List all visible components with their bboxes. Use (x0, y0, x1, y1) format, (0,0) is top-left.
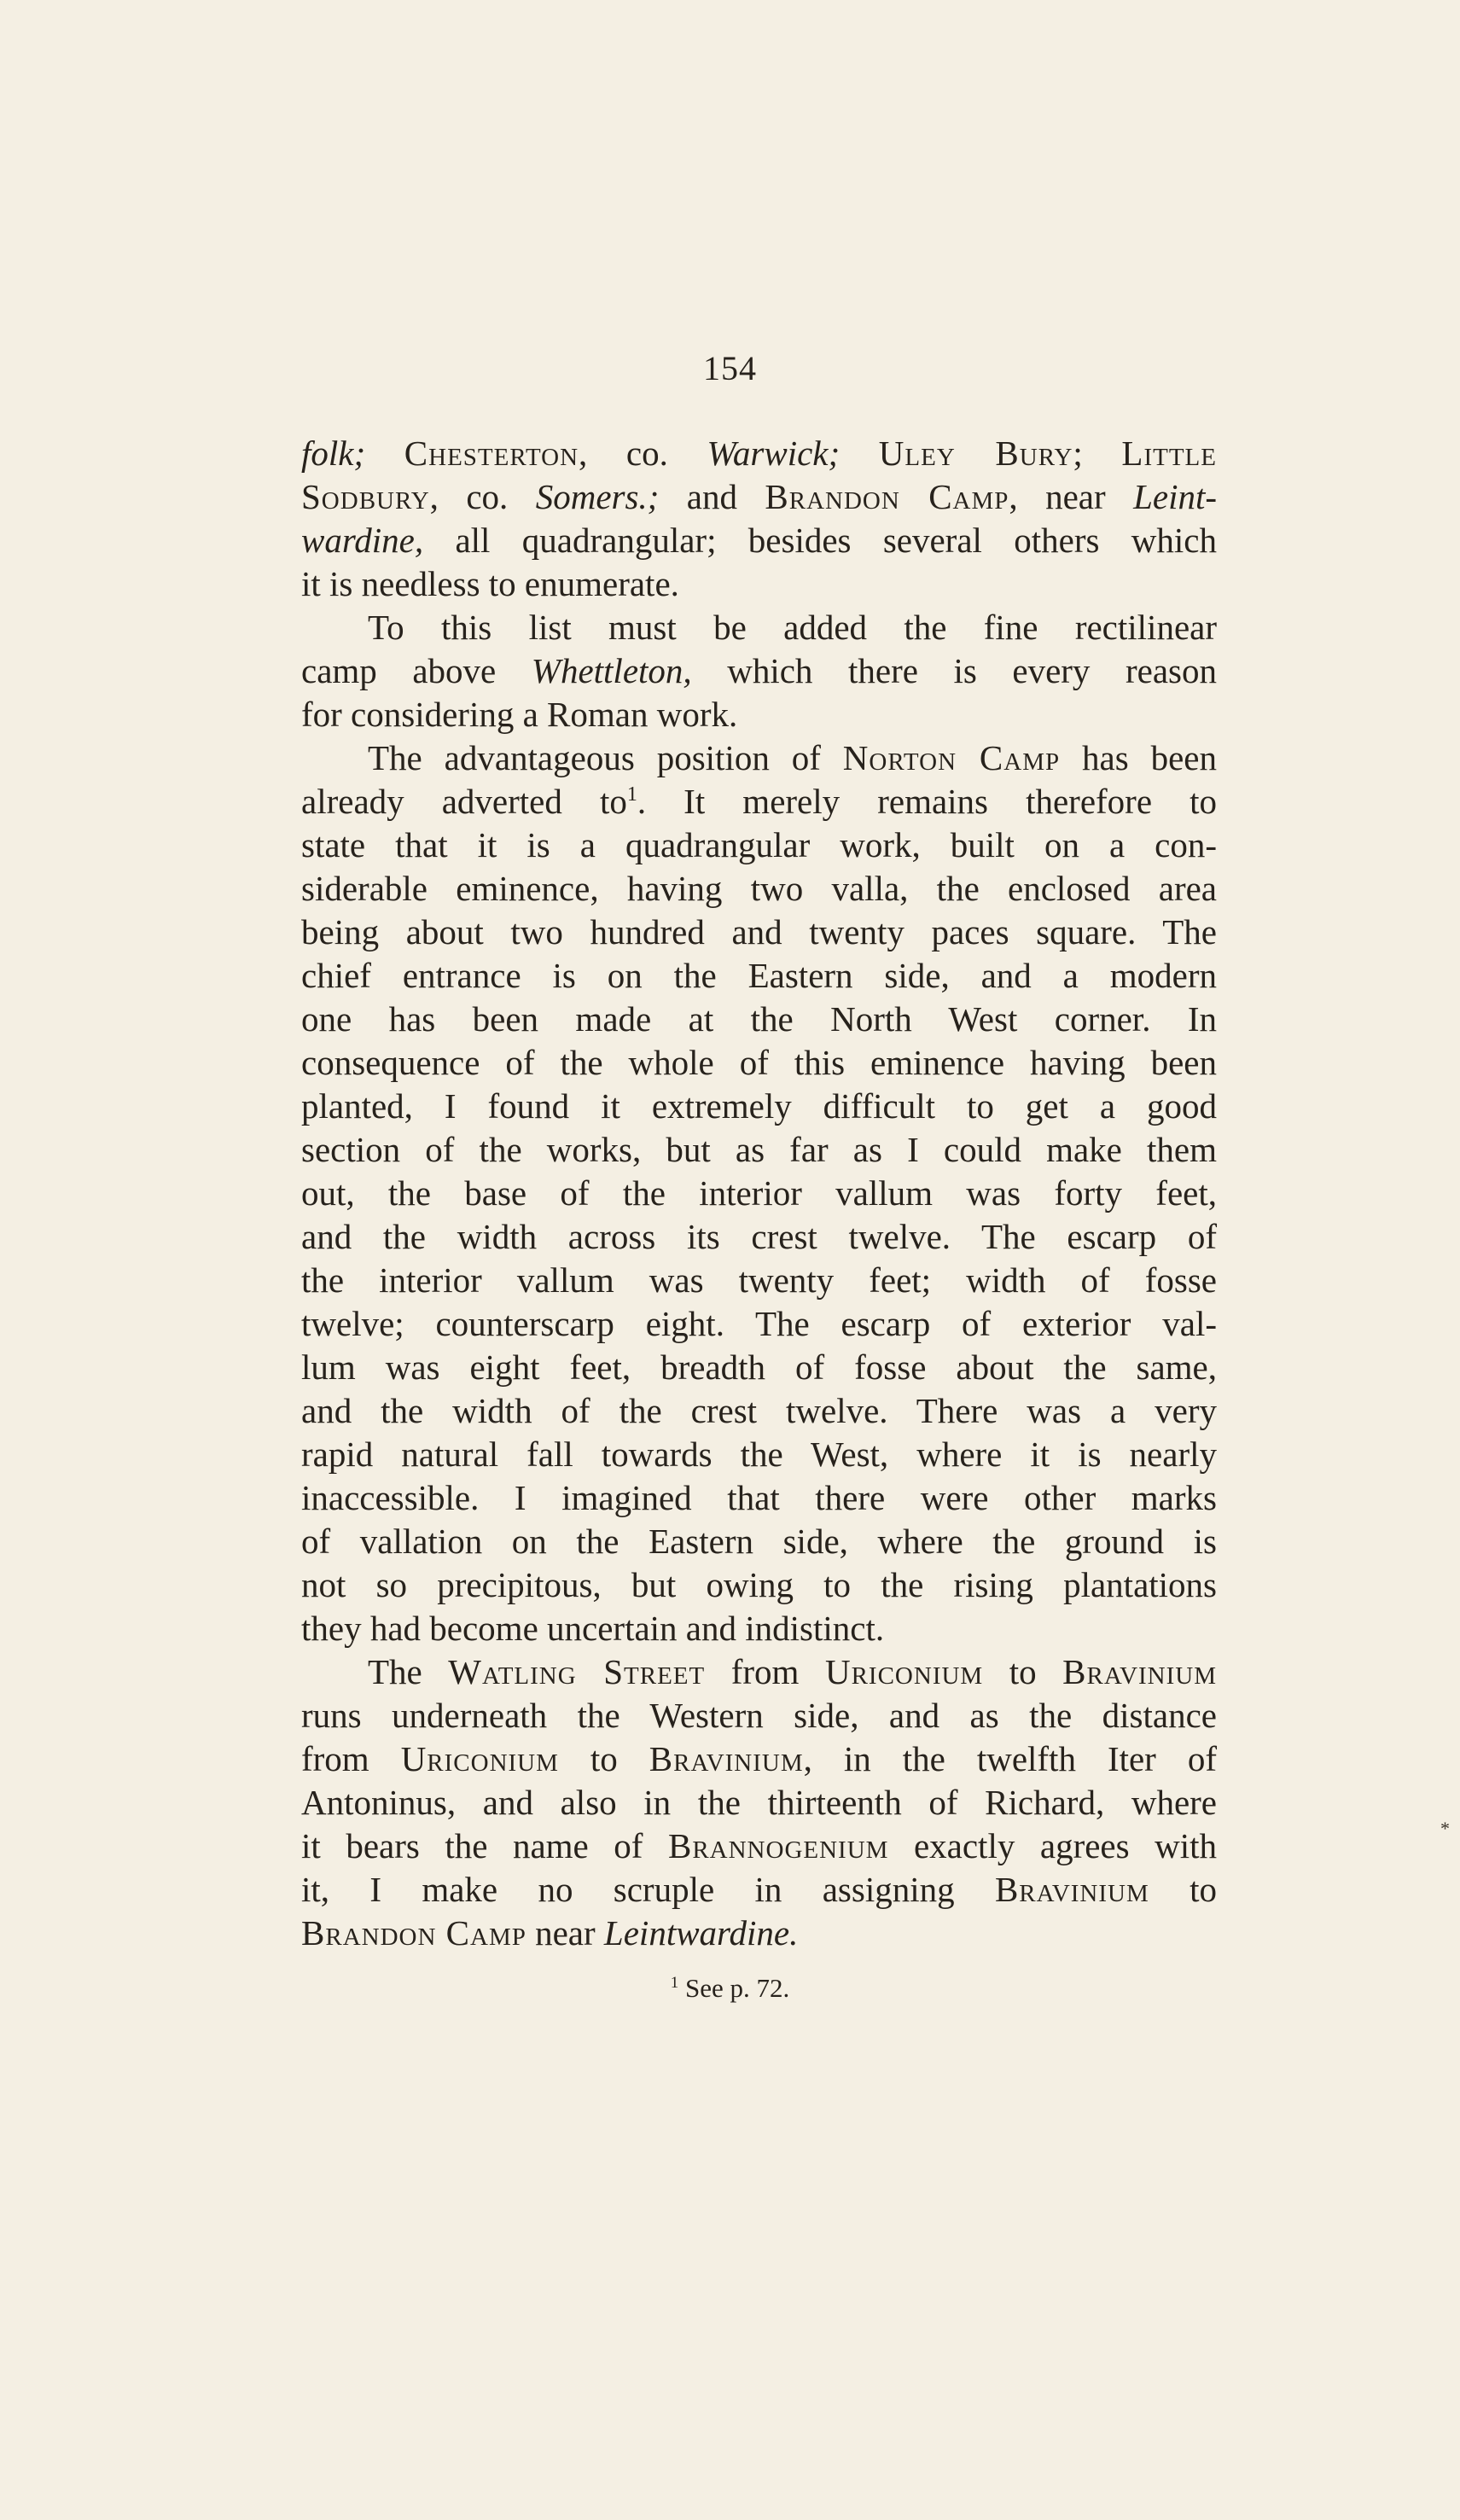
text-line (301, 911, 1217, 954)
text-run: not so precipitous, but owing to the rising plantations (301, 1565, 1217, 1604)
text-line (301, 1389, 1217, 1433)
text-line (301, 1085, 1217, 1128)
text-line (301, 1912, 1217, 1955)
text-line (301, 562, 1217, 606)
text-run: rapid natural fall towards the West, where it is nearly (301, 1435, 1217, 1474)
text-run: chief entrance is on the Eastern side, and a modern (301, 956, 1217, 995)
text-run: and the width across its crest twelve. The escarp of (301, 1217, 1217, 1256)
text-run: The (368, 1652, 449, 1691)
margin-mark: * (1440, 1818, 1450, 1839)
text-line (301, 824, 1217, 867)
text-run: of vallation on the Eastern side, where the ground is (301, 1522, 1217, 1561)
text-run: and (659, 477, 765, 516)
text-line (301, 736, 1217, 780)
text-run: , co. (429, 477, 536, 516)
text-line (301, 780, 1217, 824)
text-line (301, 1302, 1217, 1346)
small-caps-text: Norton Camp (842, 738, 1061, 777)
italic-text: Leint- (1133, 477, 1217, 516)
text-line (301, 1781, 1217, 1825)
small-caps-text: Brandon Camp (301, 1913, 526, 1953)
text-line (301, 1041, 1217, 1085)
text-run: , co. (579, 434, 707, 473)
text-line (301, 475, 1217, 519)
text-run (365, 434, 404, 473)
text-run: The advantageous position of (368, 738, 843, 777)
small-caps-text: Little (1121, 434, 1217, 473)
text-run: , in the twelfth Iter of (803, 1739, 1217, 1778)
italic-text: Whettleton, (531, 651, 692, 690)
text-run: ; (1073, 434, 1122, 473)
footnote (0, 1973, 1460, 2004)
text-run: already adverted to (301, 782, 627, 821)
text-line (301, 606, 1217, 649)
text-run: planted, I found it extremely difficult to get a good (301, 1086, 1217, 1126)
text-run: camp above (301, 651, 532, 690)
text-run: all quadrangular; besides several others which (423, 521, 1217, 560)
text-run: consequence of the whole of this eminence having been (301, 1043, 1217, 1082)
body-text (301, 432, 1217, 1955)
italic-text: Warwick; (707, 434, 841, 473)
text-line (301, 1650, 1217, 1694)
small-caps-text: Sodbury (301, 477, 430, 516)
text-run: has been (1060, 738, 1217, 777)
italic-text: folk; (301, 434, 366, 473)
page-number: 154 (703, 349, 757, 387)
small-caps-text: Uley Bury (878, 434, 1073, 473)
text-run: to (558, 1739, 649, 1778)
text-line (301, 1476, 1217, 1520)
text-run: near (526, 1913, 604, 1953)
text-run: to (1149, 1870, 1217, 1909)
text-line (301, 519, 1217, 562)
text-run: state that it is a quadrangular work, built on a con- (301, 825, 1217, 864)
small-caps-text: Chesterton (404, 434, 579, 473)
text-run: it, I make no scruple in assigning (301, 1870, 995, 1909)
small-caps-text: Brandon Camp (765, 477, 1009, 516)
small-caps-text: Bravinium (1062, 1652, 1217, 1691)
text-line (301, 1520, 1217, 1563)
text-run: from (301, 1739, 401, 1778)
text-line (301, 998, 1217, 1041)
small-caps-text: Watling Street (448, 1652, 706, 1691)
text-line (301, 693, 1217, 736)
text-run: out, the base of the interior vallum was forty feet, (301, 1173, 1217, 1213)
small-caps-text: Bravinium (649, 1739, 804, 1778)
text-run: lum was eight feet, breadth of fosse about the same, (301, 1347, 1217, 1387)
text-run: being about two hundred and twenty paces square. The (301, 912, 1217, 952)
text-run: inaccessible. I imagined that there were other marks (301, 1478, 1217, 1517)
text-line (301, 1346, 1217, 1389)
text-line (301, 1128, 1217, 1172)
small-caps-text: Brannogenium (667, 1826, 889, 1865)
text-line (301, 1259, 1217, 1302)
text-line (301, 649, 1217, 693)
text-line (301, 432, 1217, 475)
small-caps-text: Bravinium (994, 1870, 1149, 1909)
text-run: Antoninus, and also in the thirteenth of Richard, where (301, 1783, 1217, 1822)
text-run: . It merely remains therefore to (637, 782, 1218, 821)
text-run: to (983, 1652, 1063, 1691)
text-line (301, 1737, 1217, 1781)
italic-text: wardine, (301, 521, 424, 560)
text-run: To this list must be added the fine rectilinear (368, 608, 1217, 647)
text-line (301, 1215, 1217, 1259)
footnote-marker: 1 (626, 783, 637, 806)
text-line (301, 1563, 1217, 1607)
small-caps-text: Uriconium (400, 1739, 559, 1778)
text-run: runs underneath the Western side, and as the distance (301, 1696, 1217, 1735)
text-run: twelve; counterscarp eight. The escarp of exterior val- (301, 1304, 1217, 1343)
text-run: for considering a Roman work. (301, 695, 738, 734)
text-line (301, 1607, 1217, 1650)
text-line (301, 1172, 1217, 1215)
text-run (840, 434, 879, 473)
text-run: section of the works, but as far as I could make them (301, 1130, 1217, 1169)
text-run: they had become uncertain and indistinct. (301, 1609, 885, 1648)
text-run: , near (1009, 477, 1134, 516)
text-run: which there is every reason (691, 651, 1217, 690)
text-run: it is needless to enumerate. (301, 564, 679, 603)
text-line (301, 867, 1217, 911)
text-run: from (705, 1652, 825, 1691)
text-line (301, 1825, 1217, 1868)
text-line (301, 1694, 1217, 1737)
italic-text: Somers.; (535, 477, 660, 516)
text-run: See p. 72. (678, 1973, 790, 2003)
text-run: it bears the name of (301, 1826, 668, 1865)
text-run: one has been made at the North West corner. In (301, 999, 1217, 1039)
text-run: siderable eminence, having two valla, the enclosed area (301, 869, 1217, 908)
text-run: exactly agrees with (888, 1826, 1217, 1865)
text-line (301, 954, 1217, 998)
text-run: the interior vallum was twenty feet; width of fosse (301, 1260, 1217, 1300)
footnote-marker: 1 (670, 1974, 679, 1992)
text-run: and the width of the crest twelve. There was a very (301, 1391, 1217, 1430)
small-caps-text: Uriconium (824, 1652, 984, 1691)
text-line (301, 1868, 1217, 1912)
italic-text: Leintwardine. (603, 1913, 799, 1953)
text-line (301, 1433, 1217, 1476)
